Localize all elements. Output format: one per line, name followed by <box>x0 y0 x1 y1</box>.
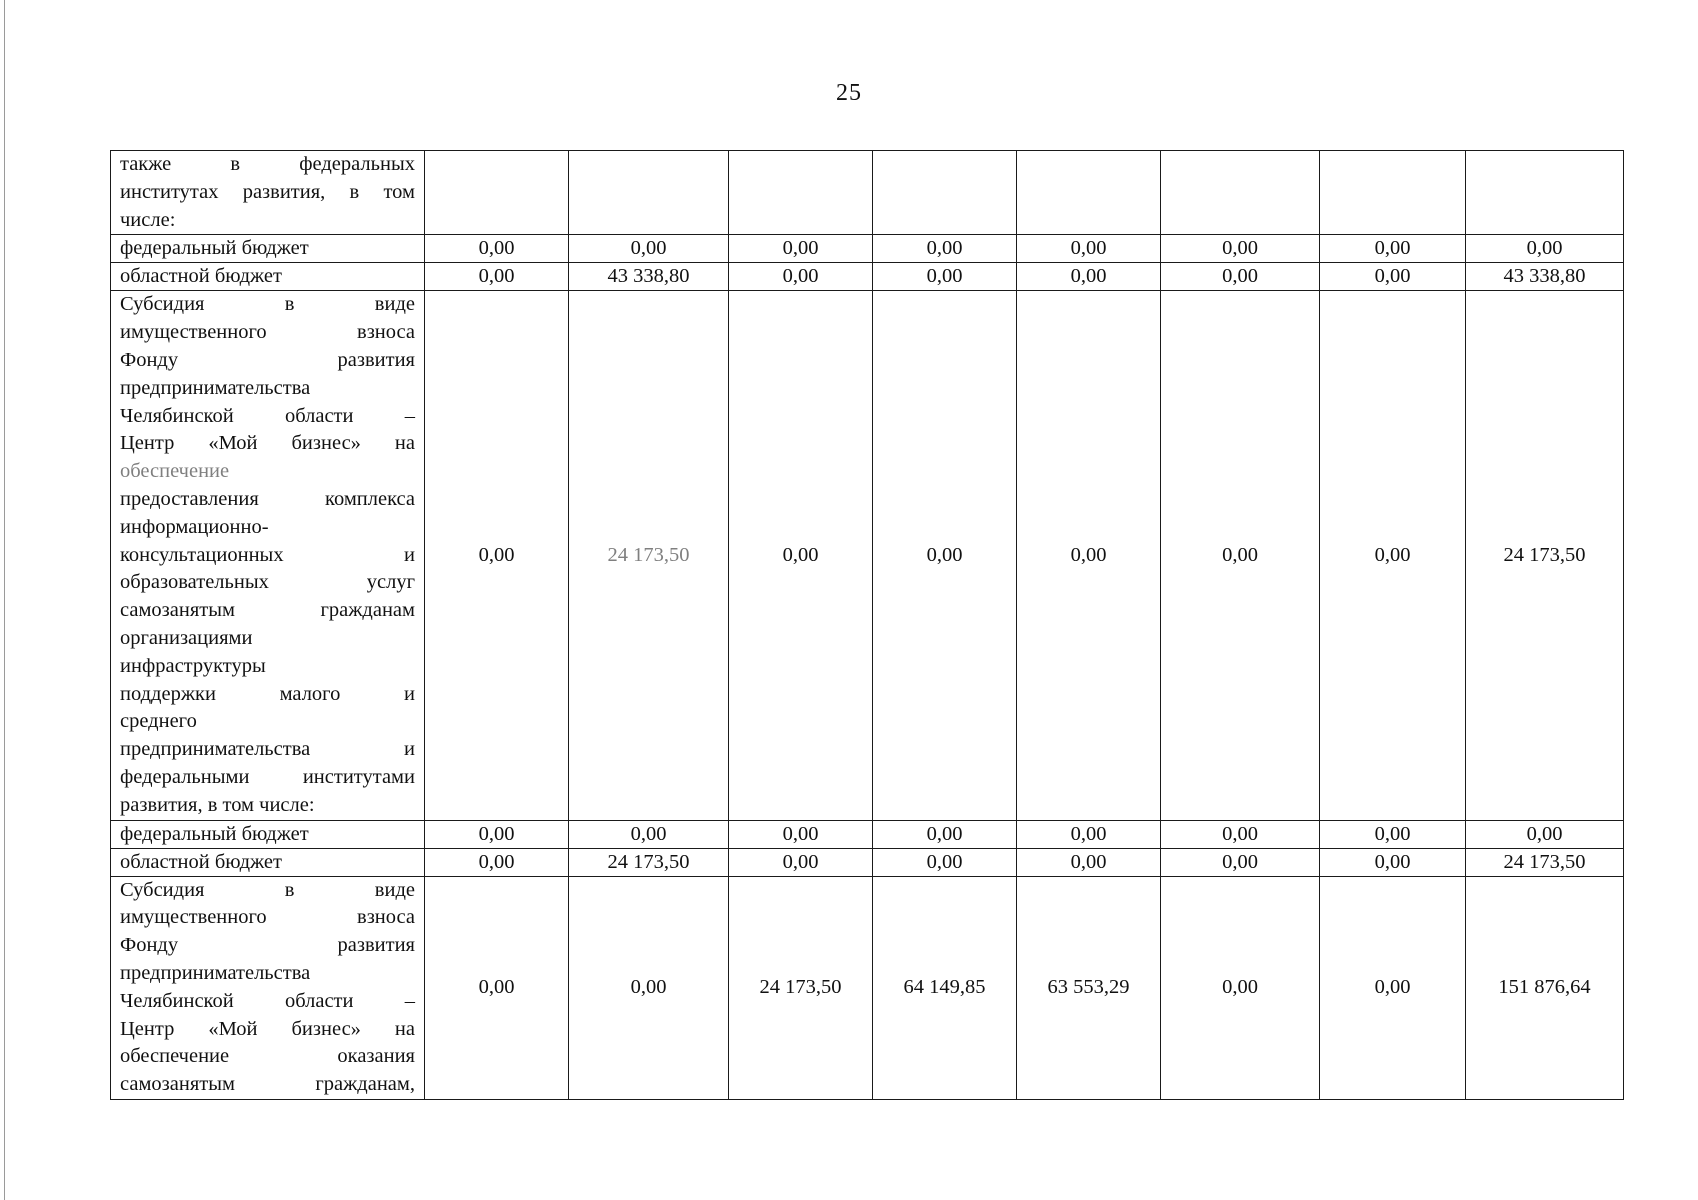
page-number: 25 <box>836 80 862 106</box>
value-cell: 151 876,64 <box>1466 876 1624 1099</box>
description-word: предоставления <box>120 487 259 510</box>
value-cell: 0,00 <box>873 263 1017 291</box>
value-cell: 0,00 <box>1466 820 1624 848</box>
value-cell: 0,00 <box>1161 263 1320 291</box>
value-cell: 0,00 <box>729 291 873 820</box>
value-cell <box>1161 151 1320 235</box>
description-word: Субсидия <box>120 878 205 901</box>
description-word: развития, <box>242 180 326 203</box>
description-line <box>120 736 415 764</box>
value-cell: 0,00 <box>1161 820 1320 848</box>
value-cell: 0,00 <box>569 876 729 1099</box>
value-cell: 0,00 <box>729 848 873 876</box>
value-cell: 0,00 <box>873 848 1017 876</box>
description-word: имущественного <box>120 906 267 929</box>
table-row <box>111 151 1624 235</box>
description-word: поддержки <box>120 682 216 705</box>
description-word: малого <box>279 682 341 705</box>
value-cell <box>1320 151 1466 235</box>
description-word: институтами <box>302 765 415 788</box>
value-cell: 0,00 <box>1161 876 1320 1099</box>
description-word: самозанятым <box>120 1073 235 1096</box>
page-edge-line <box>4 0 5 1200</box>
value-cell: 0,00 <box>1320 820 1466 848</box>
description-word: комплекса <box>325 487 415 510</box>
description-word: Фонду <box>120 348 179 371</box>
value-cell: 0,00 <box>1017 263 1161 291</box>
description-line: инфраструктуры <box>120 654 266 677</box>
description-word: бизнес» <box>291 1017 361 1040</box>
description-line <box>120 1016 415 1044</box>
value-cell: 0,00 <box>425 820 569 848</box>
value-cell: 43 338,80 <box>1466 263 1624 291</box>
description-word: и <box>404 682 415 705</box>
description-line <box>120 430 415 458</box>
value-cell: 24 173,50 <box>1466 291 1624 820</box>
description-word: развития <box>337 934 415 957</box>
description-line <box>120 403 415 431</box>
description-line: федеральный бюджет <box>120 822 309 845</box>
description-line <box>120 764 415 792</box>
description-line: информационно- <box>120 515 269 538</box>
value-cell: 64 149,85 <box>873 876 1017 1099</box>
value-cell: 0,00 <box>1320 263 1466 291</box>
description-word: – <box>404 989 415 1012</box>
table-row <box>111 876 1624 1099</box>
description-word: в <box>230 153 241 175</box>
description-word: самозанятым <box>120 599 235 622</box>
value-cell: 0,00 <box>1320 876 1466 1099</box>
row-description <box>111 235 425 263</box>
description-line: обеспечение <box>120 460 230 483</box>
value-cell: 24 173,50 <box>729 876 873 1099</box>
description-word: – <box>404 404 415 427</box>
description-word: «Мой <box>208 432 258 455</box>
description-word: предпринимательства <box>120 738 311 761</box>
description-word: обеспечение <box>120 1045 230 1068</box>
description-word: области <box>284 989 354 1012</box>
description-word: Челябинской <box>120 989 234 1012</box>
description-word: институтах <box>120 180 219 203</box>
description-word: гражданам, <box>315 1073 415 1096</box>
description-line <box>120 151 415 179</box>
row-description <box>111 263 425 291</box>
description-word: в <box>349 180 360 203</box>
value-cell: 24 173,50 <box>1466 848 1624 876</box>
description-line <box>120 904 415 932</box>
description-line <box>120 597 415 625</box>
value-cell: 0,00 <box>729 820 873 848</box>
description-word: взноса <box>357 321 415 344</box>
description-word: в <box>284 878 295 901</box>
value-cell <box>729 151 873 235</box>
description-word: «Мой <box>208 1017 258 1040</box>
value-cell: 0,00 <box>873 820 1017 848</box>
value-cell: 0,00 <box>1320 291 1466 820</box>
row-description <box>111 151 425 235</box>
description-line <box>120 1071 415 1099</box>
description-word: федеральных <box>299 153 415 175</box>
value-cell <box>1017 151 1161 235</box>
row-description <box>111 291 425 820</box>
description-word: взноса <box>357 906 415 929</box>
value-cell: 0,00 <box>425 848 569 876</box>
row-description <box>111 820 425 848</box>
description-line: числе: <box>120 208 176 231</box>
value-cell: 0,00 <box>425 235 569 263</box>
description-word: виде <box>374 293 415 316</box>
table-row <box>111 263 1624 291</box>
value-cell: 0,00 <box>1017 820 1161 848</box>
value-cell <box>1466 151 1624 235</box>
row-description <box>111 848 425 876</box>
value-cell: 0,00 <box>1320 235 1466 263</box>
description-line <box>120 932 415 960</box>
value-cell: 0,00 <box>425 876 569 1099</box>
description-line: областной бюджет <box>120 265 282 288</box>
description-line <box>120 347 415 375</box>
value-cell: 0,00 <box>425 291 569 820</box>
description-word: том <box>383 180 415 203</box>
description-word: виде <box>374 878 415 901</box>
description-word: на <box>394 1017 415 1040</box>
description-line: развития, в том числе: <box>120 793 315 816</box>
description-word: и <box>404 738 415 761</box>
value-cell: 0,00 <box>729 235 873 263</box>
description-line <box>120 569 415 597</box>
description-line: федеральный бюджет <box>120 237 309 260</box>
value-cell: 63 553,29 <box>1017 876 1161 1099</box>
description-line: областной бюджет <box>120 850 282 873</box>
description-word: Центр <box>120 1017 175 1040</box>
description-word: имущественного <box>120 321 267 344</box>
value-cell: 0,00 <box>425 263 569 291</box>
description-line <box>120 319 415 347</box>
description-line: организациями <box>120 626 253 649</box>
value-cell: 0,00 <box>1320 848 1466 876</box>
description-word: также <box>120 153 172 175</box>
description-word: оказания <box>337 1045 415 1068</box>
description-word: образовательных <box>120 571 269 594</box>
value-cell: 43 338,80 <box>569 263 729 291</box>
description-line: предпринимательства <box>120 376 311 399</box>
value-cell <box>425 151 569 235</box>
description-line <box>120 681 415 709</box>
description-word: услуг <box>366 571 415 594</box>
description-word: в <box>284 293 295 316</box>
description-word: на <box>394 432 415 455</box>
description-line <box>120 486 415 514</box>
description-line: предпринимательства <box>120 961 311 984</box>
value-cell: 0,00 <box>729 263 873 291</box>
description-word: гражданам <box>320 599 415 622</box>
description-line: среднего <box>120 710 197 733</box>
value-cell <box>873 151 1017 235</box>
description-word: Центр <box>120 432 175 455</box>
value-cell: 0,00 <box>1466 235 1624 263</box>
description-line <box>120 1043 415 1071</box>
value-cell: 0,00 <box>873 291 1017 820</box>
description-word: Фонду <box>120 934 179 957</box>
value-cell: 0,00 <box>1017 235 1161 263</box>
description-line <box>120 877 415 905</box>
description-word: Субсидия <box>120 293 205 316</box>
value-cell: 0,00 <box>873 235 1017 263</box>
description-word: Челябинской <box>120 404 234 427</box>
value-cell: 24 173,50 <box>569 848 729 876</box>
description-line <box>120 988 415 1016</box>
table-row <box>111 235 1624 263</box>
table-row <box>111 820 1624 848</box>
value-cell: 0,00 <box>1161 291 1320 820</box>
value-cell <box>569 151 729 235</box>
value-cell: 0,00 <box>1161 848 1320 876</box>
table-row <box>111 291 1624 820</box>
value-cell: 0,00 <box>1017 848 1161 876</box>
description-line <box>120 542 415 570</box>
value-cell: 0,00 <box>569 235 729 263</box>
description-word: бизнес» <box>291 432 361 455</box>
budget-table <box>110 150 1624 1100</box>
value-cell: 0,00 <box>569 820 729 848</box>
value-cell: 0,00 <box>1017 291 1161 820</box>
value-cell: 0,00 <box>1161 235 1320 263</box>
description-line <box>120 291 415 319</box>
table-body <box>111 151 1624 1100</box>
row-description <box>111 876 425 1099</box>
description-word: области <box>284 404 354 427</box>
description-line <box>120 179 415 207</box>
table-row <box>111 848 1624 876</box>
description-word: и <box>404 543 415 566</box>
description-word: федеральными <box>120 765 250 788</box>
description-word: развития <box>337 348 415 371</box>
value-cell: 24 173,50 <box>569 291 729 820</box>
description-word: консультационных <box>120 543 284 566</box>
